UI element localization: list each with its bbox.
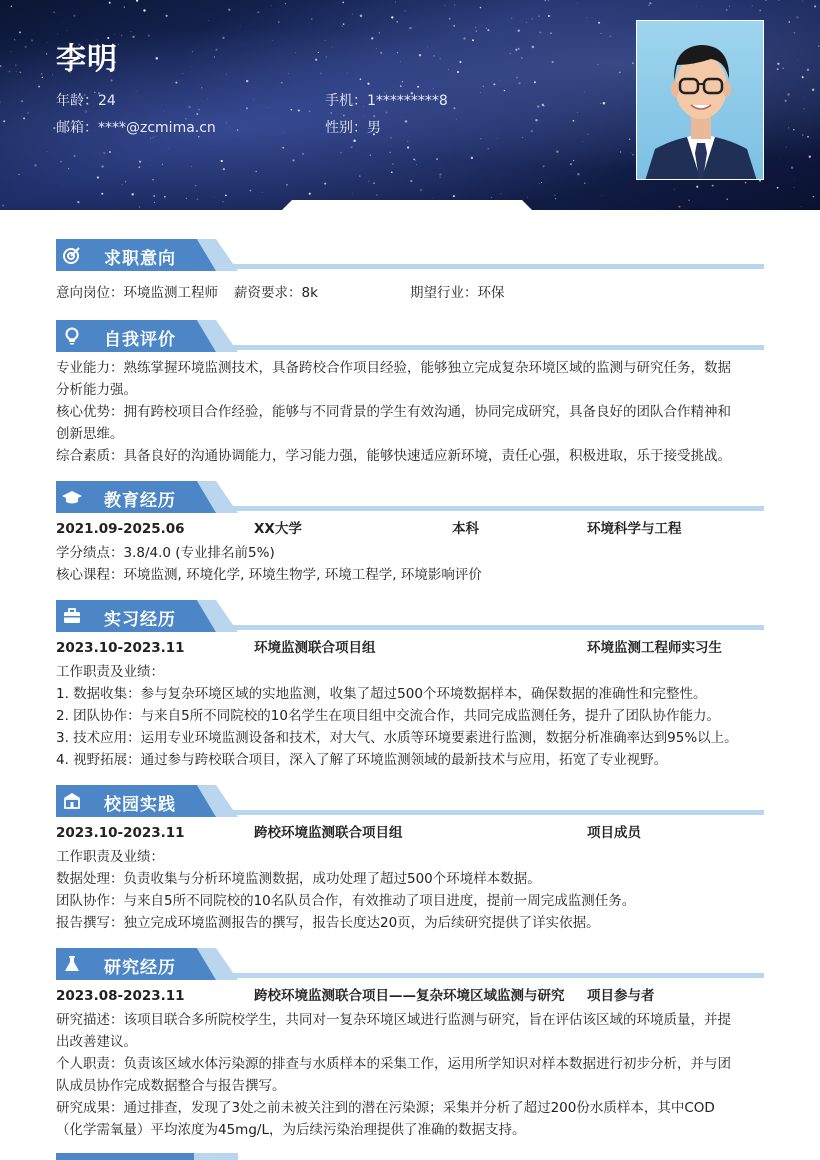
section-header-intention	[56, 239, 764, 271]
text-line: 分析能力强。	[56, 382, 137, 398]
internship-period: 2023.10-2023.11	[56, 640, 185, 656]
section-header-internship	[56, 600, 764, 632]
campus-period: 2023.10-2023.11	[56, 825, 185, 841]
text-line: 综合素质：具备良好的沟通协调能力，学习能力强，能够快速适应新环境，责任心强，积极进取，乐于接受挑战。	[56, 448, 731, 464]
section-title: 自我评价	[104, 330, 176, 350]
lightbulb-icon	[62, 327, 82, 345]
core-courses: 核心课程：环境监测, 环境化学, 环境生物学, 环境工程学, 环境影响评价	[56, 567, 482, 583]
section-header-self-eval	[56, 320, 764, 352]
degree: 本科	[452, 521, 479, 537]
text-line: 4. 视野拓展：通过参与跨校联合项目，深入了解了环境监测领域的最新技术与应用，拓宽了专业视野。	[56, 752, 668, 768]
research-period: 2023.08-2023.11	[56, 988, 185, 1004]
text-line: 个人职责：负责该区域水体污染源的排查与水质样本的采集工作，运用所学知识对样本数据进行初步分析，并与团	[56, 1056, 731, 1072]
text-line: （化学需氧量）平均浓度为45mg/L，为后续污染治理提供了准确的数据支持。	[56, 1122, 526, 1138]
text-line: 核心优势：拥有跨校项目合作经验，能够与不同背景的学生有效沟通，协同完成研究，具备良好的团队合作精神和	[56, 404, 731, 420]
research-project: 跨校环境监测联合项目——复杂环境区域监测与研究	[254, 988, 565, 1004]
section-title: 实习经历	[104, 610, 176, 630]
school-building-icon	[62, 792, 82, 810]
gender: 性别：男	[325, 120, 381, 136]
text-line: 团队协作：与来自5所不同院校的10名队员合作，有效推动了项目进度，提前一周完成监测任务。	[56, 893, 636, 909]
text-line: 工作职责及业绩：	[56, 664, 164, 680]
target-icon	[62, 246, 82, 264]
text-line: 研究描述：该项目联合多所院校学生，共同对一复杂环境区域进行监测与研究，旨在评估该区域的环境质量，并提	[56, 1012, 731, 1028]
text-line: 报告撰写：独立完成环境监测报告的撰写，报告长度达20页，为后续研究提供了详实依据。	[56, 915, 600, 931]
next-section-header-partial	[56, 1153, 216, 1160]
internship-org: 环境监测联合项目组	[254, 640, 376, 656]
graduation-cap-icon	[62, 488, 82, 506]
education-details	[56, 542, 766, 586]
campus-details	[56, 846, 766, 934]
internship-details	[56, 661, 766, 771]
phone: 手机：1*********8	[325, 93, 448, 109]
briefcase-icon	[62, 607, 82, 625]
campus-role: 项目成员	[587, 825, 641, 841]
research-details	[56, 1009, 766, 1141]
section-header-research	[56, 948, 764, 980]
intended-position: 意向岗位：环境监测工程师	[56, 285, 218, 301]
text-line: 2. 团队协作：与来自5所不同院校的10名学生在项目组中交流合作，共同完成监测任务，提升了团队协作能力。	[56, 708, 720, 724]
text-line: 1. 数据收集：参与复杂环境区域的实地监测，收集了超过500个环境数据样本，确保数据的准确性和完整性。	[56, 686, 707, 702]
research-role: 项目参与者	[587, 988, 655, 1004]
internship-role: 环境监测工程师实习生	[587, 640, 722, 656]
section-title: 教育经历	[104, 491, 176, 511]
section-title: 求职意向	[104, 249, 176, 269]
header-banner	[0, 0, 820, 210]
candidate-name: 李明	[56, 42, 118, 77]
section-title: 校园实践	[104, 795, 176, 815]
expected-industry: 期望行业：环保	[410, 285, 505, 301]
text-line: 数据处理：负责收集与分析环境监测数据，成功处理了超过500个环境样本数据。	[56, 871, 541, 887]
next-section-header-tail	[194, 1153, 238, 1160]
age: 年龄：24	[56, 93, 116, 109]
text-line: 3. 技术应用：运用专业环境监测设备和技术，对大气、水质等环境要素进行监测，数据分析准确率达到95%以上。	[56, 730, 738, 746]
text-line: 工作职责及业绩：	[56, 849, 164, 865]
text-line: 队成员协作完成数据整合与报告撰写。	[56, 1078, 286, 1094]
school-name: XX大学	[254, 521, 302, 537]
salary-expectation: 薪资要求：8k	[234, 285, 318, 301]
text-line: 研究成果：通过排查，发现了3处之前未被关注到的潜在污染源；采集并分析了超过200份水质样本，其中COD	[56, 1100, 715, 1116]
campus-org: 跨校环境监测联合项目组	[254, 825, 403, 841]
text-line: 出改善建议。	[56, 1034, 137, 1050]
header-notch	[282, 200, 532, 210]
text-line: 专业能力：熟练掌握环境监测技术，具备跨校合作项目经验，能够独立完成复杂环境区域的监测与研究任务，数据	[56, 360, 731, 376]
self-eval-text	[56, 357, 766, 467]
profile-photo	[636, 20, 764, 180]
email: 邮箱：****@zcmima.cn	[56, 120, 216, 136]
section-title: 研究经历	[104, 958, 176, 978]
section-header-education	[56, 481, 764, 513]
gpa: 学分绩点：3.8/4.0 (专业排名前5%)	[56, 545, 275, 561]
flask-icon	[62, 955, 82, 973]
education-period: 2021.09-2025.06	[56, 521, 185, 537]
section-header-campus	[56, 785, 764, 817]
major: 环境科学与工程	[587, 521, 682, 537]
text-line: 创新思维。	[56, 426, 124, 442]
